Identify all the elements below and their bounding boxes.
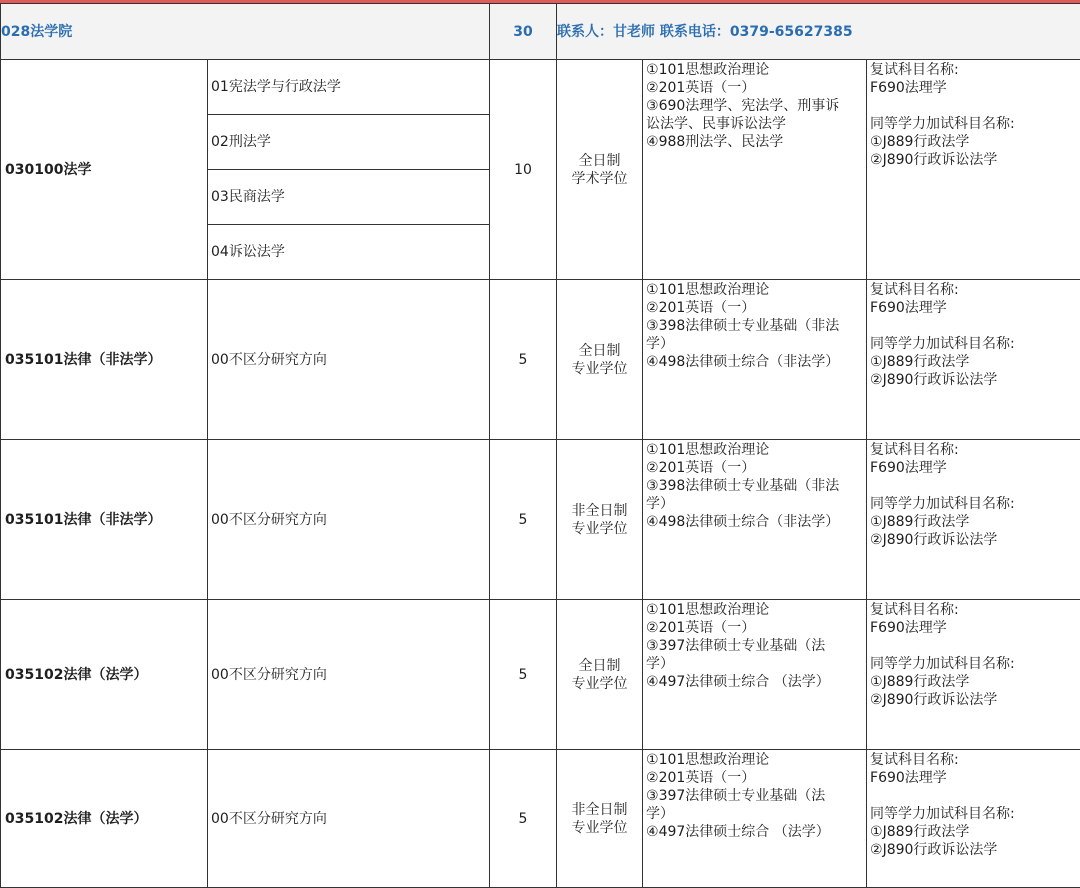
study-mode-line: 专业学位	[557, 819, 642, 837]
exam-subject-line: 学）	[646, 655, 864, 673]
extra-exam-subject: ①J889行政法学	[870, 823, 1078, 841]
exam-subjects	[643, 60, 867, 280]
table-row	[1, 280, 1080, 440]
exam-subject-line: 讼法学、民事诉讼法学	[646, 115, 864, 133]
exam-subject-line: ③690法理学、宪法学、刑事诉	[646, 97, 864, 115]
retest-subject: F690法理学	[870, 299, 1078, 317]
retest-title: 复试科目名称:	[870, 441, 1078, 459]
spacer	[870, 477, 1078, 495]
exam-subject-line: ②201英语（一）	[646, 459, 864, 477]
retest-subjects	[867, 60, 1080, 280]
study-mode-line: 全日制	[557, 152, 642, 170]
department-name: 028法学院	[1, 4, 490, 60]
study-mode-line: 全日制	[557, 657, 642, 675]
retest-subjects	[867, 750, 1080, 888]
study-mode	[557, 750, 643, 888]
exam-subject-line: 学）	[646, 805, 864, 823]
study-mode-line: 非全日制	[557, 801, 642, 819]
extra-exam-subject: ②J890行政诉讼法学	[870, 531, 1078, 549]
research-direction: 00不区分研究方向	[208, 280, 490, 440]
table-row	[1, 750, 1080, 888]
table-row	[1, 600, 1080, 750]
study-mode	[557, 440, 643, 600]
department-quota: 30	[490, 4, 557, 60]
major-name: 035102法律（法学）	[1, 600, 208, 750]
exam-subject-line: ①101思想政治理论	[646, 601, 864, 619]
exam-subject-line: ④988刑法学、民法学	[646, 133, 864, 151]
exam-subject-line: ①101思想政治理论	[646, 751, 864, 769]
extra-exam-title: 同等学力加试科目名称:	[870, 115, 1078, 133]
study-mode	[557, 600, 643, 750]
extra-exam-title: 同等学力加试科目名称:	[870, 495, 1078, 513]
research-direction: 00不区分研究方向	[208, 750, 490, 888]
major-name: 035101法律（非法学）	[1, 280, 208, 440]
spacer	[870, 787, 1078, 805]
exam-subject-line: ②201英语（一）	[646, 769, 864, 787]
spacer	[870, 317, 1078, 335]
study-mode	[557, 280, 643, 440]
retest-title: 复试科目名称:	[870, 601, 1078, 619]
study-mode-line: 专业学位	[557, 520, 642, 538]
table-row	[1, 440, 1080, 600]
extra-exam-subject: ②J890行政诉讼法学	[870, 841, 1078, 859]
extra-exam-title: 同等学力加试科目名称:	[870, 335, 1078, 353]
retest-subjects	[867, 600, 1080, 750]
exam-subject-line: ①101思想政治理论	[646, 61, 864, 79]
spacer	[870, 97, 1078, 115]
enrollment-count: 10	[490, 60, 557, 280]
retest-subject: F690法理学	[870, 459, 1078, 477]
extra-exam-subject: ②J890行政诉讼法学	[870, 151, 1078, 169]
retest-title: 复试科目名称:	[870, 751, 1078, 769]
enrollment-count: 5	[490, 600, 557, 750]
extra-exam-subject: ①J889行政法学	[870, 133, 1078, 151]
extra-exam-subject: ①J889行政法学	[870, 673, 1078, 691]
major-name: 035102法律（法学）	[1, 750, 208, 888]
extra-exam-subject: ①J889行政法学	[870, 353, 1078, 371]
exam-subject-line: ④497法律硕士综合 （法学）	[646, 673, 864, 691]
exam-subject-line: ②201英语（一）	[646, 299, 864, 317]
exam-subject-line: ③397法律硕士专业基础（法	[646, 787, 864, 805]
exam-subject-line: 学）	[646, 335, 864, 353]
extra-exam-title: 同等学力加试科目名称:	[870, 805, 1078, 823]
exam-subject-line: ③398法律硕士专业基础（非法	[646, 477, 864, 495]
exam-subjects	[643, 440, 867, 600]
exam-subject-line: ③397法律硕士专业基础（法	[646, 637, 864, 655]
research-direction: 00不区分研究方向	[208, 600, 490, 750]
extra-exam-subject: ②J890行政诉讼法学	[870, 371, 1078, 389]
study-mode-line: 学术学位	[557, 170, 642, 188]
retest-subject: F690法理学	[870, 769, 1078, 787]
major-name: 035101法律（非法学）	[1, 440, 208, 600]
exam-subject-line: ①101思想政治理论	[646, 441, 864, 459]
study-mode	[557, 60, 643, 280]
study-mode-line: 全日制	[557, 342, 642, 360]
exam-subject-line: ③398法律硕士专业基础（非法	[646, 317, 864, 335]
exam-subjects	[643, 280, 867, 440]
exam-subject-line: ②201英语（一）	[646, 79, 864, 97]
exam-subject-line: ④497法律硕士综合 （法学）	[646, 823, 864, 841]
table-row	[1, 60, 1080, 115]
extra-exam-subject: ①J889行政法学	[870, 513, 1078, 531]
department-header-row	[1, 4, 1080, 60]
enrollment-count: 5	[490, 280, 557, 440]
research-direction: 03民商法学	[208, 170, 490, 225]
research-direction: 04诉讼法学	[208, 225, 490, 280]
retest-subject: F690法理学	[870, 79, 1078, 97]
exam-subjects	[643, 600, 867, 750]
study-mode-line: 专业学位	[557, 360, 642, 378]
major-name: 030100法学	[1, 60, 208, 280]
research-direction: 00不区分研究方向	[208, 440, 490, 600]
exam-subject-line: 学）	[646, 495, 864, 513]
extra-exam-title: 同等学力加试科目名称:	[870, 655, 1078, 673]
study-mode-line: 非全日制	[557, 502, 642, 520]
retest-subjects	[867, 440, 1080, 600]
exam-subject-line: ①101思想政治理论	[646, 281, 864, 299]
exam-subject-line: ④498法律硕士综合（非法学）	[646, 513, 864, 531]
enrollment-count: 5	[490, 440, 557, 600]
research-direction: 02刑法学	[208, 115, 490, 170]
retest-subjects	[867, 280, 1080, 440]
exam-subject-line: ②201英语（一）	[646, 619, 864, 637]
retest-subject: F690法理学	[870, 619, 1078, 637]
study-mode-line: 专业学位	[557, 675, 642, 693]
program-table	[0, 3, 1080, 888]
retest-title: 复试科目名称:	[870, 281, 1078, 299]
spacer	[870, 637, 1078, 655]
exam-subject-line: ④498法律硕士综合（非法学）	[646, 353, 864, 371]
research-direction: 01宪法学与行政法学	[208, 60, 490, 115]
retest-title: 复试科目名称:	[870, 61, 1078, 79]
contact-info: 联系人：甘老师 联系电话：0379-65627385	[557, 4, 1080, 60]
exam-subjects	[643, 750, 867, 888]
extra-exam-subject: ②J890行政诉讼法学	[870, 691, 1078, 709]
enrollment-count: 5	[490, 750, 557, 888]
